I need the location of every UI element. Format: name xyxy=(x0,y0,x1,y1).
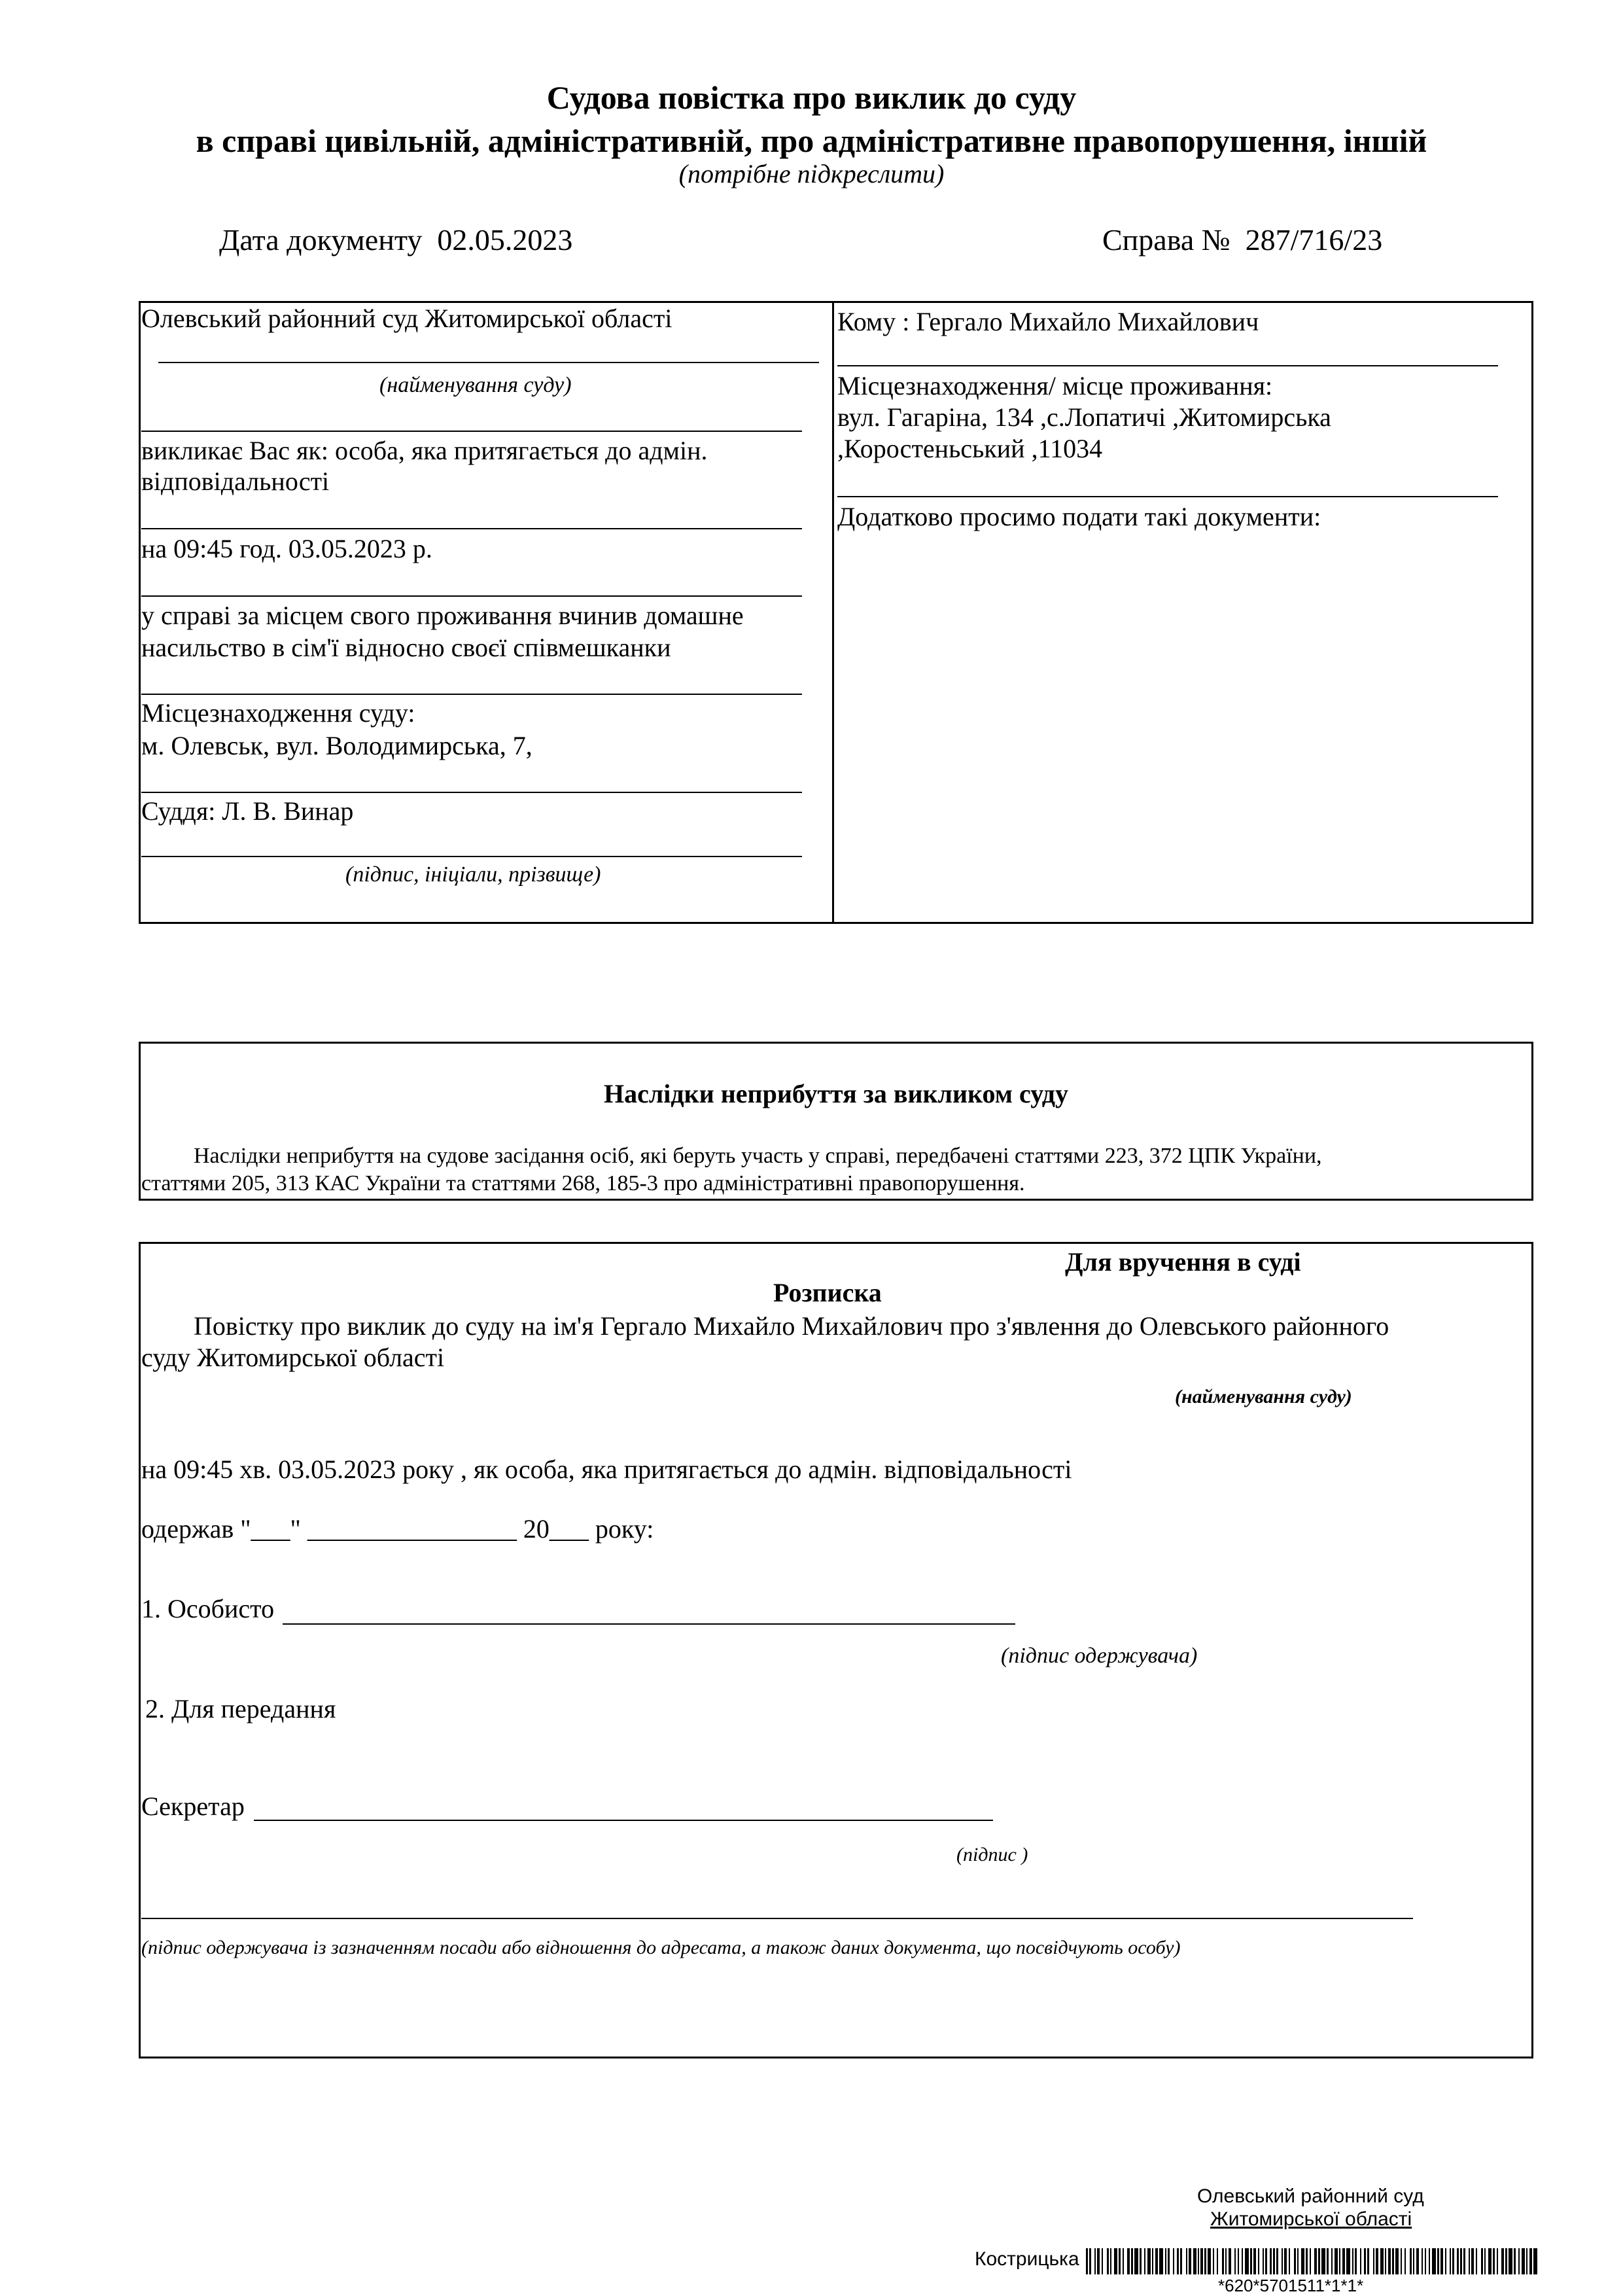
case-label: Справа № xyxy=(1102,223,1230,256)
court-name: Олевський районний суд Житомирської області xyxy=(141,304,672,333)
summons-role: викликає Вас як: особа, яка притягається до адмін. xyxy=(141,436,708,465)
personal-label: 1. Особисто xyxy=(141,1594,275,1623)
recipient: Кому : Гергало Михайло Михайлович xyxy=(837,307,1259,336)
for-court-label: Для вручення в суді xyxy=(1065,1247,1301,1277)
court-location-value: м. Олевськ, вул. Володимирська, 7, xyxy=(141,731,532,760)
receipt-time: на 09:45 хв. 03.05.2023 року , як особа, яка притягається до адмін. відповідальності xyxy=(141,1455,1072,1484)
divider-line xyxy=(141,792,802,793)
documents-request: Додатково просимо подати такі документи: xyxy=(837,502,1321,531)
date-label: Дата документу xyxy=(219,223,423,256)
judge-caption: (підпис, ініціали, прізвище) xyxy=(345,862,601,887)
secretary-label: Секретар xyxy=(141,1792,245,1821)
receipt-text-1: Повістку про виклик до суду на ім'я Гергало Михайло Михайлович про з'явлення до Олевського районного xyxy=(194,1311,1389,1341)
court-name-caption: (найменування суду) xyxy=(379,373,572,397)
divider-line xyxy=(141,694,802,695)
divider-line xyxy=(141,528,802,529)
consequences-title: Наслідки неприбуття за викликом суду xyxy=(604,1079,1068,1108)
barcode-text: *620*5701511*1*1* xyxy=(1218,2276,1364,2295)
document-date xyxy=(219,222,572,257)
receipt-text-2: суду Житомирської області xyxy=(141,1343,445,1372)
recipient-address-2: ,Коростеньський ,11034 xyxy=(837,434,1103,463)
receipt-title: Розписка xyxy=(773,1278,882,1307)
case-description-2: насильство в сім'ї відносно своєї співмешканки xyxy=(141,633,671,662)
divider-line xyxy=(141,595,802,597)
consequences-text-2: статтями 205, 313 КАС України та статтями 268, 185-3 про адміністративні правопорушення. xyxy=(141,1171,1025,1195)
transfer-label: 2. Для передання xyxy=(145,1694,336,1723)
document-subtitle: в справі цивільній, адміністративній, про адміністративне правопорушення, іншій xyxy=(196,122,1427,159)
recipient-signature-caption: (підпис одержувача) xyxy=(1001,1644,1198,1668)
stamp-court-line2: Житомирської області xyxy=(1210,2208,1412,2230)
summons-role-cont: відповідальності xyxy=(141,467,330,496)
underline-note: (потрібне підкреслити) xyxy=(678,159,945,188)
receipt-court-caption: (найменування суду) xyxy=(1175,1386,1352,1407)
date-value: 02.05.2023 xyxy=(437,223,573,256)
divider-line xyxy=(837,496,1498,497)
stamp-clerk: Кострицька xyxy=(975,2248,1079,2270)
court-name-line xyxy=(158,362,819,363)
judge: Суддя: Л. В. Винар xyxy=(141,796,354,826)
secretary-signature-caption: (підпис ) xyxy=(956,1844,1028,1865)
divider-line xyxy=(141,431,802,432)
divider-line xyxy=(837,365,1498,366)
recipient-address-1: вул. Гагаріна, 134 ,с.Лопатичі ,Житомирська xyxy=(837,402,1331,432)
secretary-signature-line xyxy=(254,1820,993,1821)
case-number xyxy=(1102,222,1382,257)
barcode xyxy=(1086,2248,1537,2274)
document-title: Судова повістка про виклик до суду xyxy=(546,79,1077,116)
stamp-court-line1: Олевський районний суд xyxy=(1197,2185,1424,2207)
recipient-location-label: Місцезнаходження/ місце проживання: xyxy=(837,371,1273,400)
court-location-label: Місцезнаходження суду: xyxy=(141,698,415,728)
case-value: 287/716/23 xyxy=(1245,223,1383,256)
case-description-1: у справі за місцем свого проживання вчинив домашне xyxy=(141,601,744,630)
summons-divider xyxy=(832,301,834,924)
hearing-time: на 09:45 год. 03.05.2023 р. xyxy=(141,534,432,563)
recipient-details-caption: (підпис одержувача із зазначенням посади або відношення до адресата, а також даних документа, що посвідчують особу) xyxy=(141,1937,1181,1958)
consequences-text-1: Наслідки неприбуття на судове засідання осіб, які беруть участь у справі, передбачені статтями 223, 372 ЦПК України, xyxy=(194,1144,1322,1168)
personal-signature-line xyxy=(283,1623,1015,1625)
received-date-line: одержав "___" ________________ 20___ року: xyxy=(141,1514,654,1544)
signature-line xyxy=(141,856,802,857)
recipient-details-line xyxy=(141,1918,1413,1919)
